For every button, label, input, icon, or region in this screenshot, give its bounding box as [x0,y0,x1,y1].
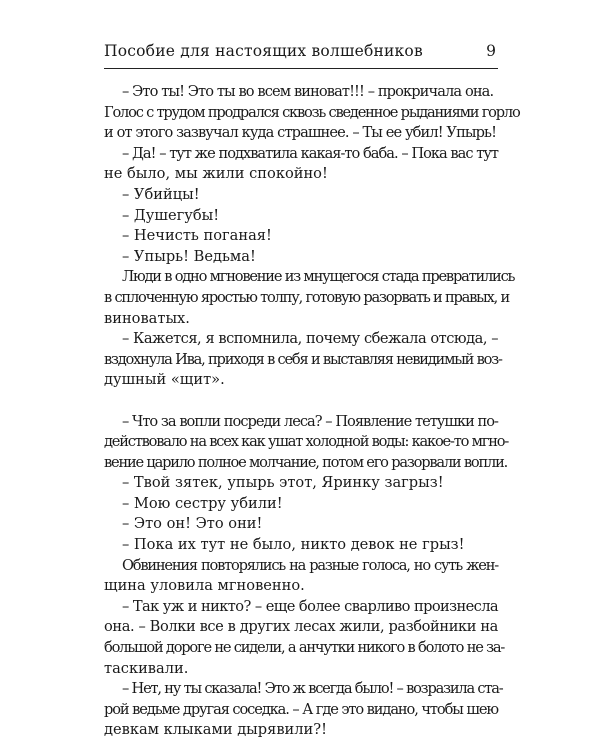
text-line: в сплоченную яростью толпу, готовую разорвать и правых, и [104,288,510,306]
text-line: – Нечисть поганая! [122,227,272,245]
text-line: – Мою сестру убили! [122,494,283,512]
text-line: – Так уж и никто? – еще более сварливо произнесла [122,597,498,615]
text-line: Обвинения повторялись на разные голоса, но суть жен- [122,556,498,574]
text-line: – Душегубы! [122,206,220,224]
text-line: – Что за вопли посреди леса? – Появление тетушки по- [122,412,498,430]
text-line: – Твой зятек, упырь этот, Яринку загрыз! [122,474,444,492]
page-body [104,82,520,741]
text-line: рой ведьме другая соседка. – А где это видано, чтобы шею [104,700,498,718]
text-line: девкам клыками дырявили?! [104,721,327,739]
text-line: – Да! – тут же подхватила какая-то баба. – Пока вас тут [122,144,498,162]
page-number: 9 [486,42,496,60]
text-line: – Это он! Это они! [122,515,263,533]
header-title: Пособие для настоящих волшебников [104,42,423,60]
text-line: и от этого зазвучал куда страшнее. – Ты ее убил! Упырь! [104,124,497,142]
text-line: виноватых. [104,309,190,327]
text-line: действовало на всех как ушат холодной воды: какое-то мгно- [104,433,509,451]
text-line: вздохнула Ива, приходя в себя и выставляя невидимый воз- [104,350,502,368]
text-line: щина уловила мгновенно. [104,577,305,595]
text-line: не было, мы жили спокойно! [104,165,328,183]
running-header [104,38,498,69]
text-line: – Нет, ну ты сказала! Это ж всегда было! – возразила ста- [122,680,503,698]
text-line: – Кажется, я вспомнила, почему сбежала отсюда, – [122,330,498,348]
text-line: Голос с трудом продрался сквозь сведенное рыданиями горло [104,103,520,121]
section-break [104,391,498,412]
text-line: вение царило полное молчание, потом его разорвали вопли. [104,453,508,471]
text-line: – Это ты! Это ты во всем виноват!!! – прокричала она. [122,83,494,100]
text-line: – Упырь! Ведьма! [122,247,256,265]
text-line: таскивали. [104,659,189,677]
text-line: – Убийцы! [122,185,200,203]
text-line: Люди в одно мгновение из мнущегося стада превратились [122,268,515,286]
text-line: она. – Волки все в других лесах жили, разбойники на [104,618,498,636]
text-line: – Пока их тут не было, никто девок не грыз! [122,536,465,554]
text-line: душный «щит». [104,371,225,389]
text-line: большой дороге не сидели, а анчутки никого в болото не за- [104,639,505,657]
